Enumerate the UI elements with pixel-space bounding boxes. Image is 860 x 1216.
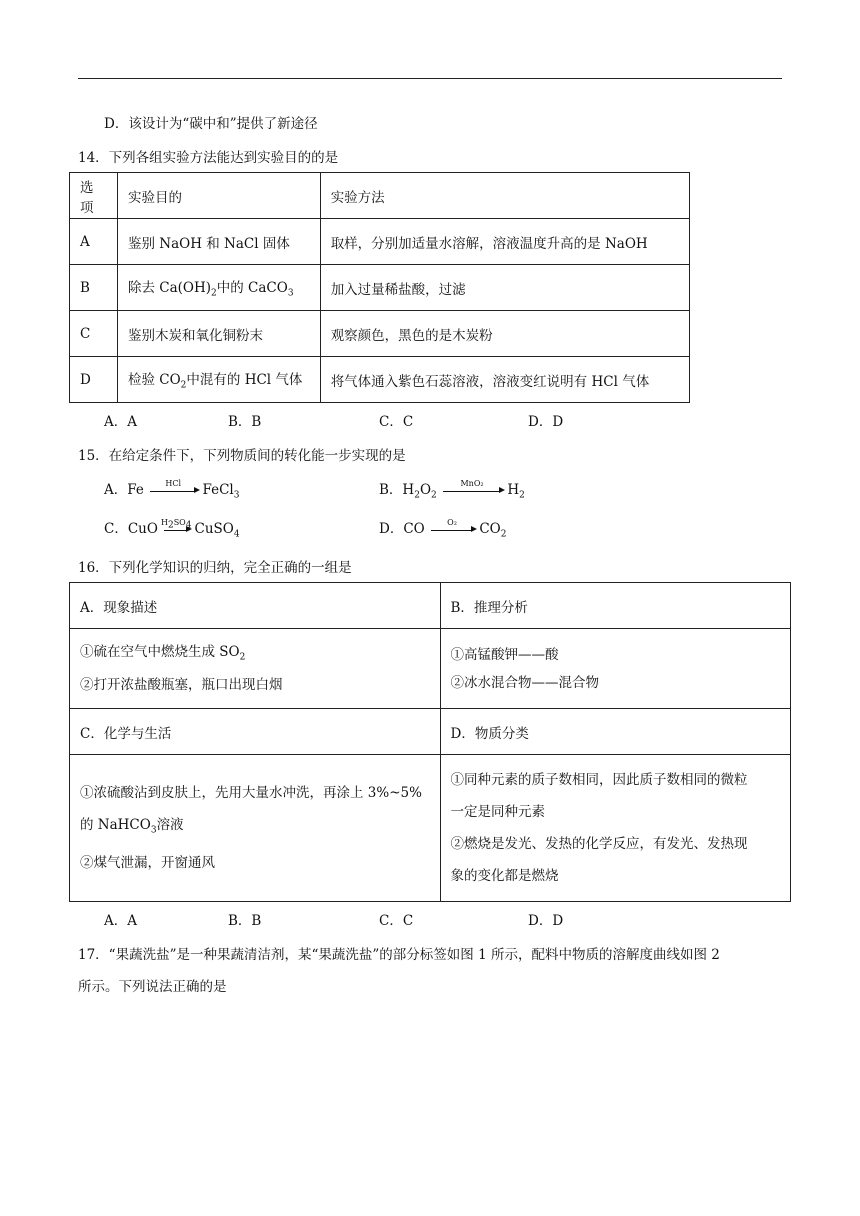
cell-d-head: D．物质分类 [440,709,791,755]
table-row [70,265,690,311]
reaction-arrow: $H_2SO_4$ [160,518,192,531]
row-option: A [70,219,118,265]
q14-option-b: B．B [228,414,262,430]
table-row [70,311,690,357]
row-goal: 鉴别 NaOH 和 NaCl 固体 [117,219,320,265]
q13-option-d: D．该设计为“碳中和”提供了新途径 [104,116,318,132]
row-method: 加入过量稀盐酸，过滤 [320,265,689,311]
reaction-arrow: O₂ [431,528,473,531]
reaction-arrow: HCl [150,489,196,492]
q16-option-c: C．C [379,913,414,929]
row-option: D [70,357,118,403]
q15-stem: 15．在给定条件下，下列物质间的转化能一步实现的是 [78,448,406,464]
table-header-row [70,173,690,219]
row-method: 观察颜色，黑色的是木炭粉 [320,311,689,357]
q15-option-a: A．Fe HCl FeCl$_3$ [104,479,240,501]
q16-table [69,582,791,902]
cell-d-body: ①同种元素的质子数相同，因此质子数相同的微粒 一定是同种元素 ②燃烧是发光、发热的化学反应，有发光、发热现 象的变化都是燃烧 [440,755,791,902]
q14-option-c: C．C [379,414,414,430]
header-goal: 实验目的 [117,173,320,219]
q16-stem: 16．下列化学知识的归纳，完全正确的一组是 [78,560,352,576]
row-goal: 检验 $CO_2$中混有的 HCl 气体 [117,357,320,403]
q17-stem-line2: 所示。下列说法正确的是 [78,979,227,995]
cell-a-head: A．现象描述 [70,583,441,629]
table-row [70,219,690,265]
q14-option-d: D．D [528,414,564,430]
header-method: 实验方法 [320,173,689,219]
q16-option-d: D．D [528,913,564,929]
cell-b-body: ①高锰酸钾——酸 ②冰水混合物——混合物 [440,629,791,709]
q15-option-b: B．$H_2O_2$ MnO₂ $H_2$ [379,479,525,501]
q14-table [69,172,690,403]
table-row [70,755,791,902]
row-goal: 除去 $Ca(OH)_2$中的 CaCO$_3$ [117,265,320,311]
cell-b-head: B．推理分析 [440,583,791,629]
q15-option-c: C．CuO $H_2SO_4$ CuSO$_4$ [104,518,240,540]
row-method: 取样，分别加适量水溶解，溶液温度升高的是 NaOH [320,219,689,265]
q14-option-a: A．A [104,414,137,430]
row-option: B [70,265,118,311]
cell-c-head: C．化学与生活 [70,709,441,755]
q16-option-a: A．A [104,913,137,929]
cell-a-body: ①硫在空气中燃烧生成 $SO_2$ ②打开浓盐酸瓶塞，瓶口出现白烟 [70,629,441,709]
row-method: 将气体通入紫色石蕊溶液，溶液变红说明有 HCl 气体 [320,357,689,403]
row-option: C [70,311,118,357]
q15-option-d: D．CO O₂ $CO_2$ [379,518,507,540]
header-rule [78,78,782,79]
table-row [70,357,690,403]
q17-stem-line1: 17．“果蔬洗盐”是一种果蔬清洁剂，某“果蔬洗盐”的部分标签如图 1 所示，配料中物质的溶解度曲线如图 2 [78,947,720,963]
reaction-arrow: MnO₂ [443,489,501,492]
table-row [70,629,791,709]
table-row [70,709,791,755]
cell-c-body: ①浓硫酸沾到皮肤上，先用大量水冲洗，再涂上 3%~5% 的 NaHCO$_3$溶液 ②煤气泄漏，开窗通风 [70,755,441,902]
table-row [70,583,791,629]
q14-stem: 14．下列各组实验方法能达到实验目的的是 [78,150,339,166]
row-goal: 鉴别木炭和氧化铜粉末 [117,311,320,357]
q16-option-b: B．B [228,913,262,929]
header-option: 选项 [70,173,118,219]
